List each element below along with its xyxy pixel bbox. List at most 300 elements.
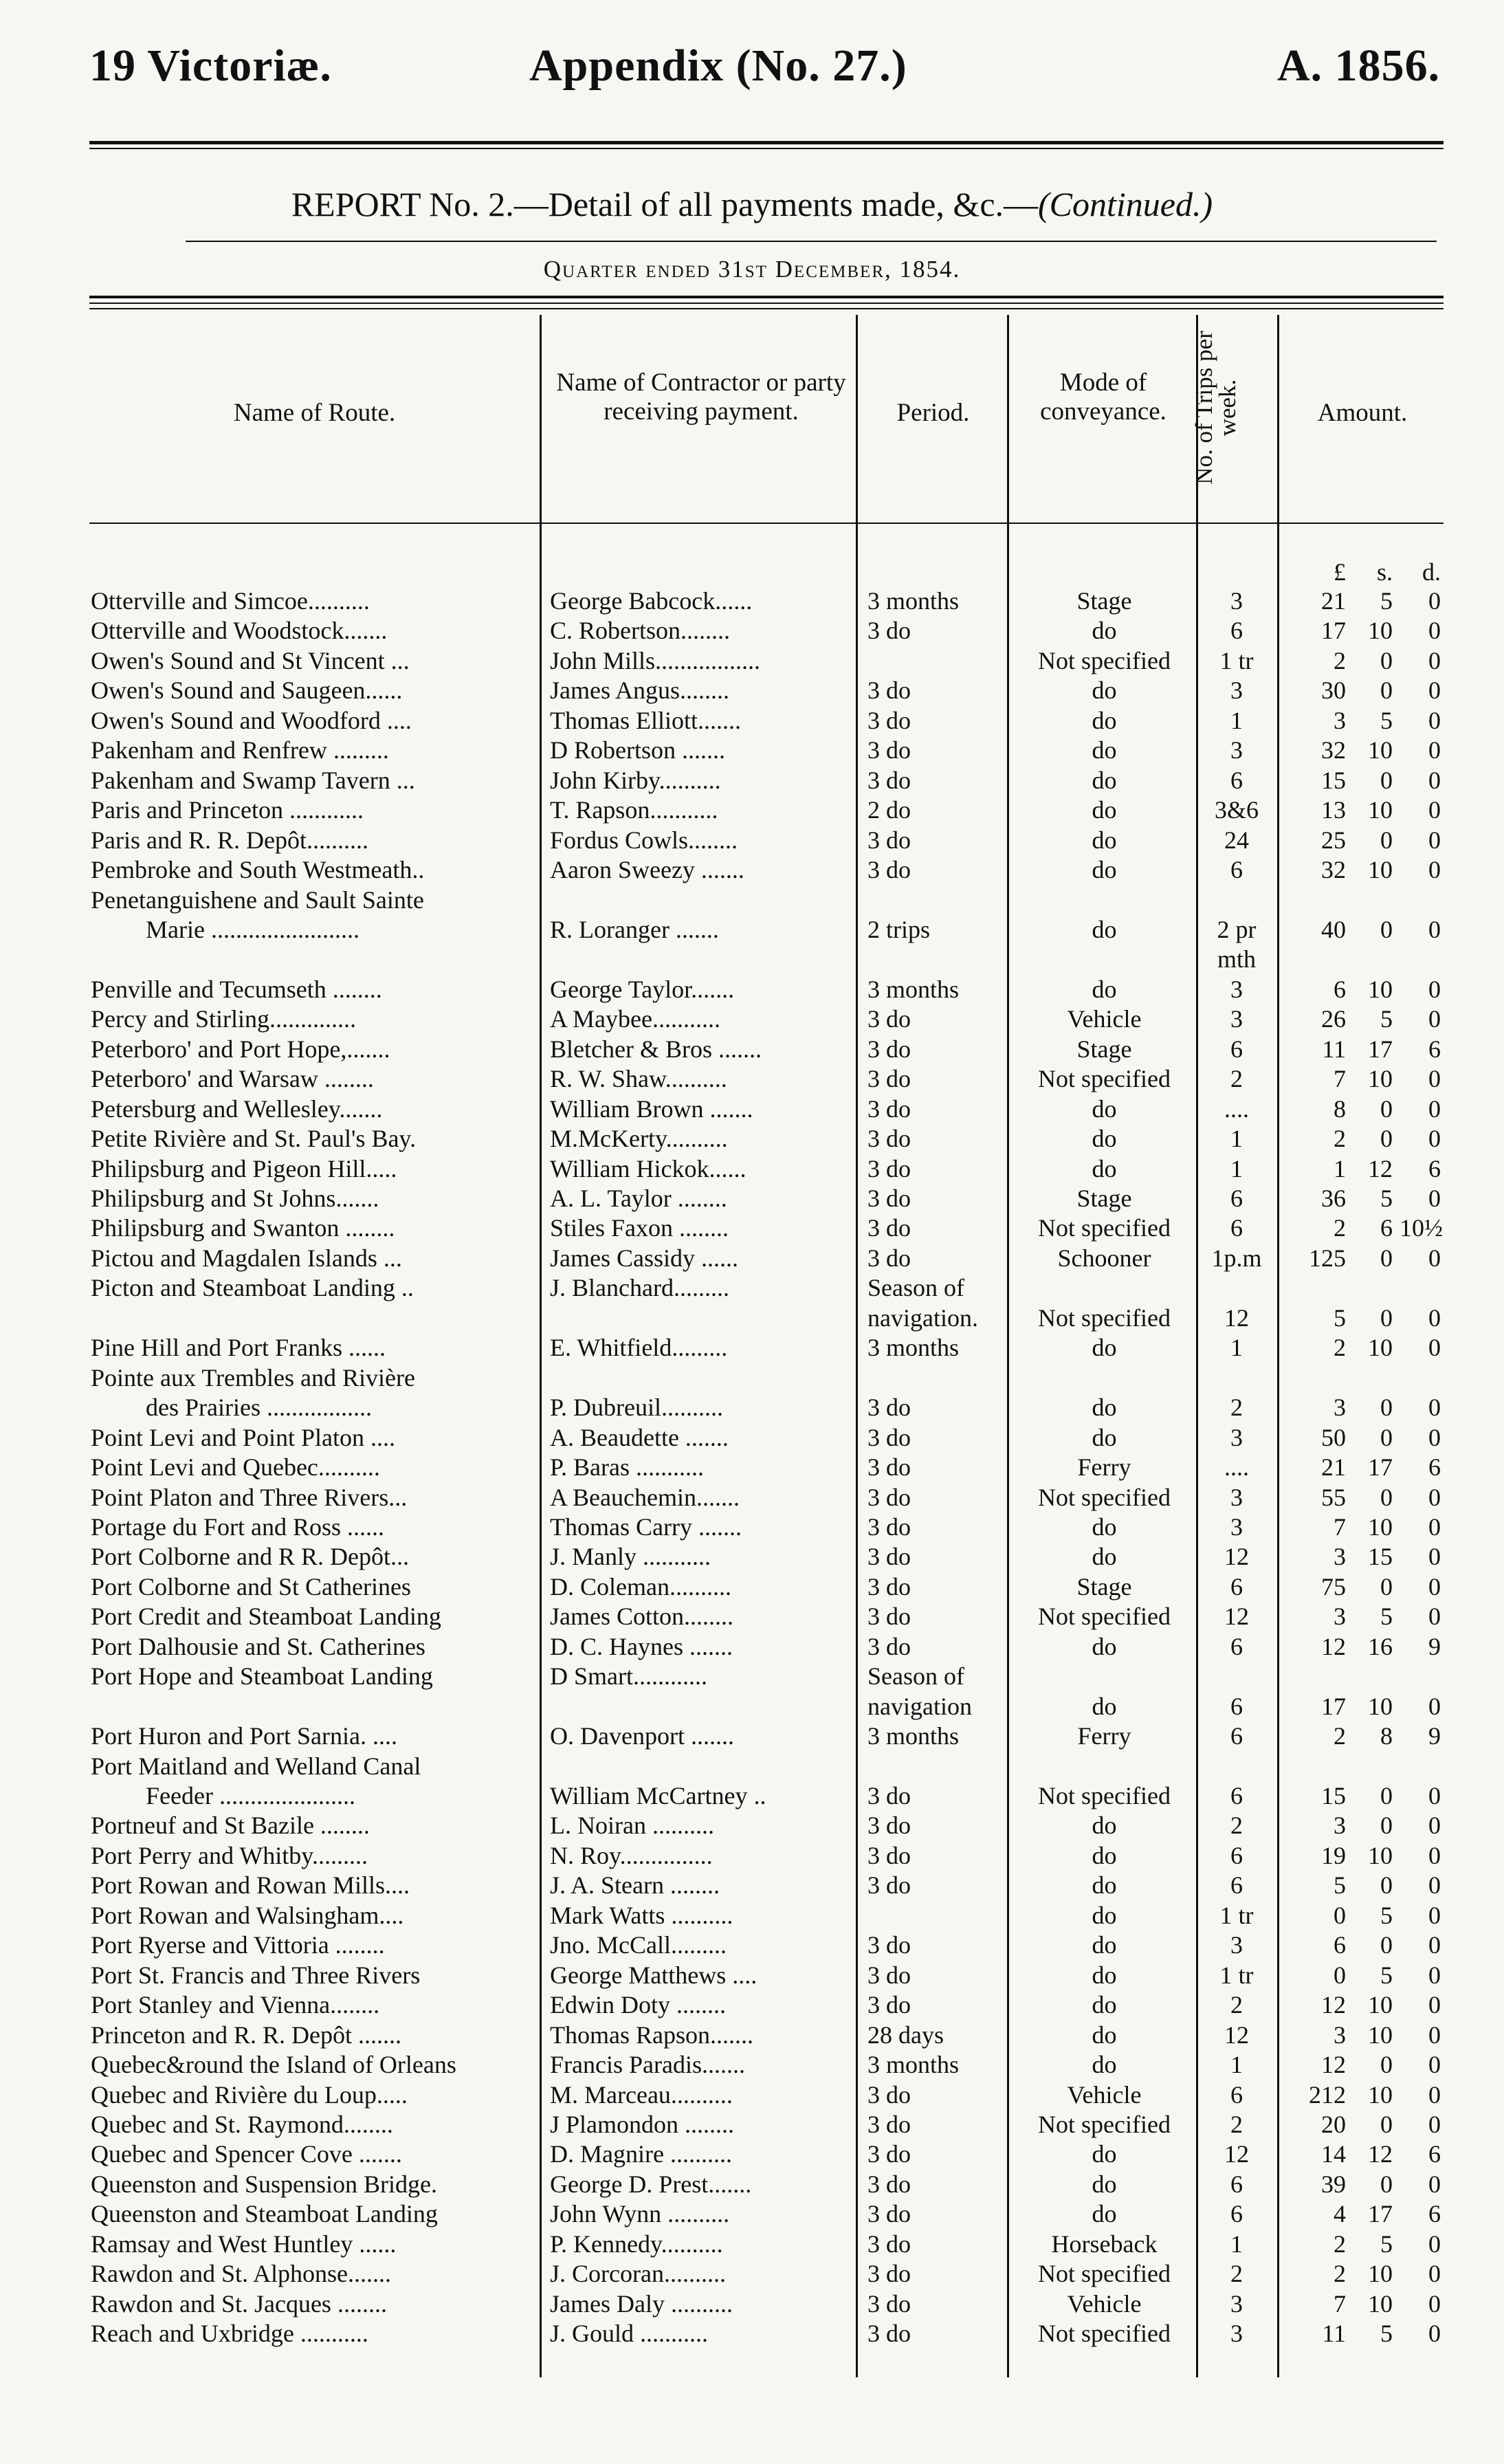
mode-cell: Ferry xyxy=(1077,1453,1131,1482)
route-cell: Rawdon and St. Jacques ........ xyxy=(91,2289,387,2318)
table-row xyxy=(0,1392,1504,1422)
pounds-cell: 6 xyxy=(1334,975,1346,1003)
contractor-cell: P. Dubreuil.......... xyxy=(550,1394,723,1422)
table-row xyxy=(0,1840,1504,1871)
table-row xyxy=(0,1064,1504,1094)
contractor-cell: D. Coleman.......... xyxy=(550,1572,731,1600)
pounds-cell: 212 xyxy=(1309,2080,1346,2109)
period-cell: 3 do xyxy=(867,1603,911,1631)
route-cell: Port Colborne and R R. Depôt... xyxy=(91,1543,409,1571)
pence-cell: 0 xyxy=(1428,1334,1441,1362)
unit-pounds: £ xyxy=(1334,558,1346,586)
shillings-cell: 10 xyxy=(1368,1065,1393,1093)
route-cell: des Prairies ................. xyxy=(146,1394,372,1422)
pounds-cell: 0 xyxy=(1334,1961,1346,1989)
mode-cell: do xyxy=(1092,1632,1117,1660)
period-cell: 3 do xyxy=(867,1154,911,1182)
contractor-cell: T. Rapson........... xyxy=(550,796,718,824)
mode-cell: do xyxy=(1092,1901,1117,1929)
table-row xyxy=(0,1363,1504,1393)
trips-cell: 3 xyxy=(1230,1483,1243,1511)
pence-cell: 0 xyxy=(1428,1483,1441,1511)
route-cell: Queenston and Suspension Bridge. xyxy=(91,2170,437,2198)
trips-cell: 12 xyxy=(1224,2021,1249,2049)
pence-cell: 0 xyxy=(1428,1423,1441,1451)
mode-cell: Not specified xyxy=(1038,2260,1171,2288)
contractor-cell: J. Blanchard......... xyxy=(550,1274,729,1302)
pounds-cell: 12 xyxy=(1321,1632,1346,1660)
route-cell: Quebec&round the Island of Orleans xyxy=(91,2051,456,2079)
mode-cell: do xyxy=(1092,1512,1117,1541)
trips-cell: 1 xyxy=(1230,2230,1243,2258)
contractor-cell: James Daly .......... xyxy=(550,2289,733,2318)
contractor-cell: M.McKerty.......... xyxy=(550,1125,728,1153)
trips-cell: 6 xyxy=(1230,1692,1243,1720)
pounds-cell: 7 xyxy=(1334,1065,1346,1093)
table-row xyxy=(0,1631,1504,1662)
pounds-cell: 15 xyxy=(1321,1782,1346,1810)
period-cell: 3 do xyxy=(867,2110,911,2138)
table-row xyxy=(0,2080,1504,2110)
table-row xyxy=(0,1332,1504,1363)
route-cell: Port Maitland and Welland Canal xyxy=(91,1752,421,1780)
table-row xyxy=(0,1541,1504,1572)
mode-cell: Horseback xyxy=(1051,2230,1158,2258)
pounds-cell: 50 xyxy=(1321,1423,1346,1451)
route-cell: Pakenham and Renfrew ......... xyxy=(91,736,389,764)
pence-cell: 0 xyxy=(1428,826,1441,854)
contractor-cell: William McCartney .. xyxy=(550,1782,766,1810)
trips-cell: 6 xyxy=(1230,2080,1243,2109)
route-cell: Pictou and Magdalen Islands ... xyxy=(91,1244,402,1272)
contractor-cell: P. Kennedy.......... xyxy=(550,2230,723,2258)
contractor-cell: George D. Prest....... xyxy=(550,2170,752,2198)
pence-cell: 0 xyxy=(1428,706,1441,734)
colhead-mode: Mode of conveyance. xyxy=(1040,368,1166,426)
mode-cell: do xyxy=(1092,676,1117,705)
pounds-cell: 11 xyxy=(1322,1035,1346,1063)
shillings-cell: 5 xyxy=(1380,1005,1393,1033)
pounds-cell: 1 xyxy=(1334,1154,1346,1182)
pounds-cell: 2 xyxy=(1334,1214,1346,1242)
contractor-cell: J. Gould ........... xyxy=(550,2320,709,2348)
pounds-cell: 3 xyxy=(1334,1603,1346,1631)
mode-cell: Ferry xyxy=(1077,1722,1131,1750)
pounds-cell: 3 xyxy=(1334,1543,1346,1571)
shillings-cell: 0 xyxy=(1380,1812,1393,1840)
route-cell: Owen's Sound and Saugeen...... xyxy=(91,676,403,705)
trips-cell: 6 xyxy=(1230,766,1243,794)
pounds-cell: 40 xyxy=(1321,915,1346,943)
mode-cell: do xyxy=(1092,2051,1117,2079)
contractor-cell: R. Loranger ....... xyxy=(550,915,719,943)
pounds-cell: 17 xyxy=(1321,1692,1346,1720)
report-title-main: REPORT No. 2.—Detail of all payments made, &c.— xyxy=(291,185,1039,223)
contractor-cell: D Smart............ xyxy=(550,1662,707,1691)
table-row xyxy=(0,885,1504,915)
period-cell: 3 months xyxy=(867,975,960,1003)
period-cell: navigation. xyxy=(867,1304,978,1332)
mode-cell: Vehicle xyxy=(1067,2289,1142,2318)
period-cell: 3 do xyxy=(867,856,911,884)
contractor-cell: George Babcock...... xyxy=(550,587,753,615)
period-cell: 3 do xyxy=(867,1991,911,2019)
table-row xyxy=(0,2049,1504,2080)
route-cell: Port Hope and Steamboat Landing xyxy=(91,1662,433,1691)
trips-cell: 12 xyxy=(1224,1304,1249,1332)
mode-cell: do xyxy=(1092,1991,1117,2019)
mode-cell: Schooner xyxy=(1057,1244,1151,1272)
table-row xyxy=(0,1721,1504,1751)
shillings-cell: 0 xyxy=(1380,1244,1393,1272)
contractor-cell: James Cotton........ xyxy=(550,1603,733,1631)
pence-cell: 6 xyxy=(1428,1154,1441,1182)
pence-cell: 0 xyxy=(1428,915,1441,943)
trips-cell: 1p.m xyxy=(1211,1244,1262,1272)
mode-cell: do xyxy=(1092,1961,1117,1989)
pence-cell: 0 xyxy=(1428,646,1441,674)
mode-cell: do xyxy=(1092,1334,1117,1362)
route-cell: Portneuf and St Bazile ........ xyxy=(91,1812,370,1840)
trips-cell: 1 xyxy=(1230,2051,1243,2079)
table-row xyxy=(0,1482,1504,1512)
pounds-cell: 14 xyxy=(1321,2140,1346,2168)
route-cell: Princeton and R. R. Depôt ....... xyxy=(91,2021,401,2049)
mode-cell: do xyxy=(1092,1931,1117,1959)
contractor-cell: John Mills................. xyxy=(550,646,761,674)
period-cell: 2 do xyxy=(867,796,911,824)
pounds-cell: 8 xyxy=(1334,1094,1346,1123)
table-row xyxy=(0,735,1504,765)
trips-cell: 3 xyxy=(1230,2289,1243,2318)
pence-cell: 0 xyxy=(1428,2320,1441,2348)
pounds-cell: 4 xyxy=(1334,2200,1346,2228)
colhead-amount: Amount. xyxy=(1317,399,1408,427)
trips-cell: 2 xyxy=(1230,2260,1243,2288)
table-row xyxy=(0,1781,1504,1811)
trips-cell: 1 xyxy=(1230,1334,1243,1362)
trips-cell: 3 xyxy=(1230,676,1243,705)
mode-cell: Stage xyxy=(1076,1035,1132,1063)
table-row xyxy=(0,1990,1504,2020)
shillings-cell: 10 xyxy=(1368,2260,1393,2288)
shillings-cell: 5 xyxy=(1380,1603,1393,1631)
shillings-cell: 0 xyxy=(1380,1094,1393,1123)
trips-cell: .... xyxy=(1224,1094,1249,1123)
route-cell: Port Perry and Whitby......... xyxy=(91,1841,368,1869)
mode-cell: do xyxy=(1092,796,1117,824)
pounds-cell: 12 xyxy=(1321,1991,1346,2019)
shillings-cell: 10 xyxy=(1368,1692,1393,1720)
pounds-cell: 125 xyxy=(1309,1244,1346,1272)
mode-cell: do xyxy=(1092,1812,1117,1840)
pounds-cell: 12 xyxy=(1321,2051,1346,2079)
route-cell: Pakenham and Swamp Tavern ... xyxy=(91,766,415,794)
trips-cell: 1 tr xyxy=(1219,1901,1254,1929)
pence-cell: 0 xyxy=(1428,975,1441,1003)
shillings-cell: 17 xyxy=(1368,1453,1393,1482)
shillings-cell: 10 xyxy=(1368,2080,1393,2109)
shillings-cell: 10 xyxy=(1368,1991,1393,2019)
pounds-cell: 21 xyxy=(1321,587,1346,615)
trips-cell: 1 xyxy=(1230,1125,1243,1153)
route-cell: Marie ........................ xyxy=(146,915,360,943)
period-cell: Season of xyxy=(867,1274,964,1302)
pounds-cell: 3 xyxy=(1334,706,1346,734)
route-cell: Port Credit and Steamboat Landing xyxy=(91,1603,441,1631)
colhead-contractor: Name of Contractor or party receiving payment. xyxy=(556,368,846,426)
contractor-cell: William Hickok...... xyxy=(550,1154,747,1182)
route-cell: Port Dalhousie and St. Catherines xyxy=(91,1632,425,1660)
route-cell: Pine Hill and Port Franks ...... xyxy=(91,1334,386,1362)
shillings-cell: 15 xyxy=(1368,1543,1393,1571)
route-cell: Picton and Steamboat Landing .. xyxy=(91,1274,414,1302)
shillings-cell: 8 xyxy=(1380,1722,1393,1750)
pence-cell: 0 xyxy=(1428,617,1441,645)
period-cell: navigation xyxy=(867,1692,972,1720)
period-cell: 3 do xyxy=(867,2140,911,2168)
trips-cell: 2 xyxy=(1230,1394,1243,1422)
trips-cell: 6 xyxy=(1230,1214,1243,1242)
shillings-cell: 5 xyxy=(1380,587,1393,615)
contractor-cell: Stiles Faxon ........ xyxy=(550,1214,729,1242)
trips-cell: 3&6 xyxy=(1214,796,1259,824)
pence-cell: 0 xyxy=(1428,2021,1441,2049)
period-cell: 3 do xyxy=(867,2170,911,2198)
contractor-cell: Aaron Sweezy ....... xyxy=(550,856,744,884)
table-row xyxy=(0,1691,1504,1722)
route-cell: Pembroke and South Westmeath.. xyxy=(91,856,425,884)
contractor-cell: E. Whitfield......... xyxy=(550,1334,728,1362)
currency-units xyxy=(0,557,1504,587)
shillings-cell: 16 xyxy=(1368,1632,1393,1660)
trips-cell: 6 xyxy=(1230,1782,1243,1810)
mode-cell: do xyxy=(1092,1543,1117,1571)
header-rule-thin xyxy=(89,148,1444,149)
trips-cell: 2 xyxy=(1230,2110,1243,2138)
period-cell: 3 do xyxy=(867,1005,911,1033)
period-cell: 3 do xyxy=(867,1812,911,1840)
route-cell: Point Levi and Point Platon .... xyxy=(91,1423,396,1451)
shillings-cell: 0 xyxy=(1380,1572,1393,1600)
contractor-cell: A Maybee........... xyxy=(550,1005,720,1033)
pounds-cell: 36 xyxy=(1321,1185,1346,1212)
pence-cell: 6 xyxy=(1428,2200,1441,2228)
table-row xyxy=(0,1512,1504,1542)
route-cell: Philipsburg and St Johns....... xyxy=(91,1185,379,1212)
shillings-cell: 5 xyxy=(1380,706,1393,734)
trips-cell: 2 xyxy=(1230,1065,1243,1093)
trips-cell: 6 xyxy=(1230,1871,1243,1900)
pence-cell: 10½ xyxy=(1400,1214,1443,1242)
route-cell: Otterville and Simcoe.......... xyxy=(91,587,370,615)
trips-cell: 3 xyxy=(1230,1931,1243,1959)
trips-cell: 2 pr xyxy=(1217,915,1257,943)
colhead-period: Period. xyxy=(896,399,970,427)
table-row xyxy=(0,1452,1504,1482)
mode-cell: do xyxy=(1092,826,1117,854)
pounds-cell: 13 xyxy=(1321,796,1346,824)
pounds-cell: 20 xyxy=(1321,2110,1346,2138)
period-cell: 3 do xyxy=(867,2200,911,2228)
period-cell: 3 do xyxy=(867,2289,911,2318)
period-cell: 3 months xyxy=(867,2051,960,2079)
pence-cell: 0 xyxy=(1428,1961,1441,1989)
mode-cell: Not specified xyxy=(1038,1214,1171,1242)
contractor-cell: O. Davenport ....... xyxy=(550,1722,734,1750)
pounds-cell: 75 xyxy=(1321,1572,1346,1600)
shillings-cell: 0 xyxy=(1380,1125,1393,1153)
shillings-cell: 0 xyxy=(1380,2170,1393,2198)
table-row xyxy=(0,646,1504,676)
period-cell: 3 do xyxy=(867,2230,911,2258)
route-cell: Pointe aux Trembles and Rivière xyxy=(91,1363,415,1392)
pence-cell: 6 xyxy=(1428,2140,1441,2168)
period-cell: 3 months xyxy=(867,1722,960,1750)
mode-cell: do xyxy=(1092,975,1117,1003)
period-cell: 3 do xyxy=(867,676,911,705)
pence-cell: 0 xyxy=(1428,766,1441,794)
route-cell: Reach and Uxbridge ........... xyxy=(91,2320,368,2348)
period-cell: 3 do xyxy=(867,2260,911,2288)
trips-cell: 6 xyxy=(1230,1632,1243,1660)
contractor-cell: James Angus........ xyxy=(550,676,729,705)
contractor-cell: J. Corcoran.......... xyxy=(550,2260,726,2288)
trips-cell: 12 xyxy=(1224,1603,1249,1631)
table-row xyxy=(0,1004,1504,1034)
contractor-cell: Jno. McCall......... xyxy=(550,1931,727,1959)
mode-cell: Vehicle xyxy=(1067,2080,1142,2109)
mode-cell: Stage xyxy=(1076,587,1132,615)
period-cell: 3 do xyxy=(867,1065,911,1093)
contractor-cell: M. Marceau.......... xyxy=(550,2080,733,2109)
period-cell: 3 do xyxy=(867,766,911,794)
table-row xyxy=(0,2020,1504,2050)
trips-cell: 6 xyxy=(1230,2170,1243,2198)
table-row xyxy=(0,944,1504,974)
pence-cell: 0 xyxy=(1428,2110,1441,2138)
period-cell: 3 do xyxy=(867,706,911,734)
pounds-cell: 3 xyxy=(1334,1812,1346,1840)
table-row xyxy=(0,1870,1504,1900)
pounds-cell: 39 xyxy=(1321,2170,1346,2198)
report-title-continued: (Continued.) xyxy=(1038,185,1213,223)
table-row xyxy=(0,2229,1504,2259)
pounds-cell: 32 xyxy=(1321,736,1346,764)
period-cell: 3 do xyxy=(867,1871,911,1900)
shillings-cell: 0 xyxy=(1380,915,1393,943)
period-cell: 3 do xyxy=(867,1543,911,1571)
contractor-cell: C. Robertson........ xyxy=(550,617,731,645)
pence-cell: 0 xyxy=(1428,587,1441,615)
table-row xyxy=(0,586,1504,616)
shillings-cell: 10 xyxy=(1368,1841,1393,1869)
contractor-cell: R. W. Shaw.......... xyxy=(550,1065,727,1093)
route-cell: Quebec and Rivière du Loup..... xyxy=(91,2080,408,2109)
mode-cell: Stage xyxy=(1076,1185,1132,1212)
pence-cell: 0 xyxy=(1428,1005,1441,1033)
table-row xyxy=(0,2199,1504,2229)
mode-cell: Vehicle xyxy=(1067,1005,1142,1033)
table-row xyxy=(0,2318,1504,2348)
contractor-cell: A Beauchemin....... xyxy=(550,1483,740,1511)
shillings-cell: 17 xyxy=(1368,1035,1393,1063)
route-cell: Peterboro' and Warsaw ........ xyxy=(91,1065,374,1093)
trips-cell: 6 xyxy=(1230,1035,1243,1063)
pence-cell: 0 xyxy=(1428,1991,1441,2019)
table-row xyxy=(0,1273,1504,1303)
shillings-cell: 5 xyxy=(1380,1185,1393,1212)
period-cell: 3 do xyxy=(867,1035,911,1063)
period-cell: 3 do xyxy=(867,1094,911,1123)
colhead-trips: No. of Trips per week. xyxy=(1191,331,1241,485)
trips-cell: 3 xyxy=(1230,1512,1243,1541)
pence-cell: 0 xyxy=(1428,1692,1441,1720)
table-top-rule-3 xyxy=(89,308,1444,309)
period-cell: 3 months xyxy=(867,587,960,615)
report-title xyxy=(0,184,1504,224)
trips-cell: 1 xyxy=(1230,1154,1243,1182)
trips-cell: 12 xyxy=(1224,1543,1249,1571)
shillings-cell: 5 xyxy=(1380,2230,1393,2258)
shillings-cell: 10 xyxy=(1368,796,1393,824)
pence-cell: 0 xyxy=(1428,2260,1441,2288)
shillings-cell: 0 xyxy=(1380,1782,1393,1810)
mode-cell: Not specified xyxy=(1038,1065,1171,1093)
shillings-cell: 10 xyxy=(1368,975,1393,1003)
mode-cell: Not specified xyxy=(1038,2320,1171,2348)
trips-cell: 1 xyxy=(1230,706,1243,734)
mode-cell: do xyxy=(1092,766,1117,794)
pounds-cell: 19 xyxy=(1321,1841,1346,1869)
shillings-cell: 10 xyxy=(1368,736,1393,764)
contractor-cell: John Kirby.......... xyxy=(550,766,721,794)
route-cell: Feeder ...................... xyxy=(146,1782,355,1810)
route-cell: Port Rowan and Walsingham.... xyxy=(91,1901,404,1929)
period-cell: 3 do xyxy=(867,1453,911,1482)
trips-cell: 3 xyxy=(1230,1005,1243,1033)
table-row xyxy=(0,1601,1504,1631)
trips-cell: 2 xyxy=(1230,1991,1243,2019)
pence-cell: 0 xyxy=(1428,1185,1441,1212)
pounds-cell: 5 xyxy=(1334,1304,1346,1332)
contractor-cell: Thomas Rapson....... xyxy=(550,2021,753,2049)
period-cell: 2 trips xyxy=(867,915,931,943)
mode-cell: do xyxy=(1092,1394,1117,1422)
pounds-cell: 26 xyxy=(1321,1005,1346,1033)
pounds-cell: 2 xyxy=(1334,1125,1346,1153)
pounds-cell: 3 xyxy=(1334,2021,1346,2049)
period-cell: 3 do xyxy=(867,826,911,854)
contractor-cell: Mark Watts .......... xyxy=(550,1901,733,1929)
pounds-cell: 3 xyxy=(1334,1394,1346,1422)
shillings-cell: 10 xyxy=(1368,2021,1393,2049)
shillings-cell: 5 xyxy=(1380,2320,1393,2348)
pence-cell: 0 xyxy=(1428,1931,1441,1959)
header-appendix: Appendix (No. 27.) xyxy=(529,41,907,91)
contractor-cell: J Plamondon ........ xyxy=(550,2110,735,2138)
period-cell: 3 do xyxy=(867,736,911,764)
table-row xyxy=(0,914,1504,945)
contractor-cell: D. C. Haynes ....... xyxy=(550,1632,733,1660)
mode-cell: Not specified xyxy=(1038,1603,1171,1631)
table-row xyxy=(0,1661,1504,1691)
mode-cell: do xyxy=(1092,1125,1117,1153)
table-row xyxy=(0,2289,1504,2319)
route-cell: Philipsburg and Swanton ........ xyxy=(91,1214,395,1242)
table-row xyxy=(0,1034,1504,1064)
route-cell: Ramsay and West Huntley ...... xyxy=(91,2230,397,2258)
